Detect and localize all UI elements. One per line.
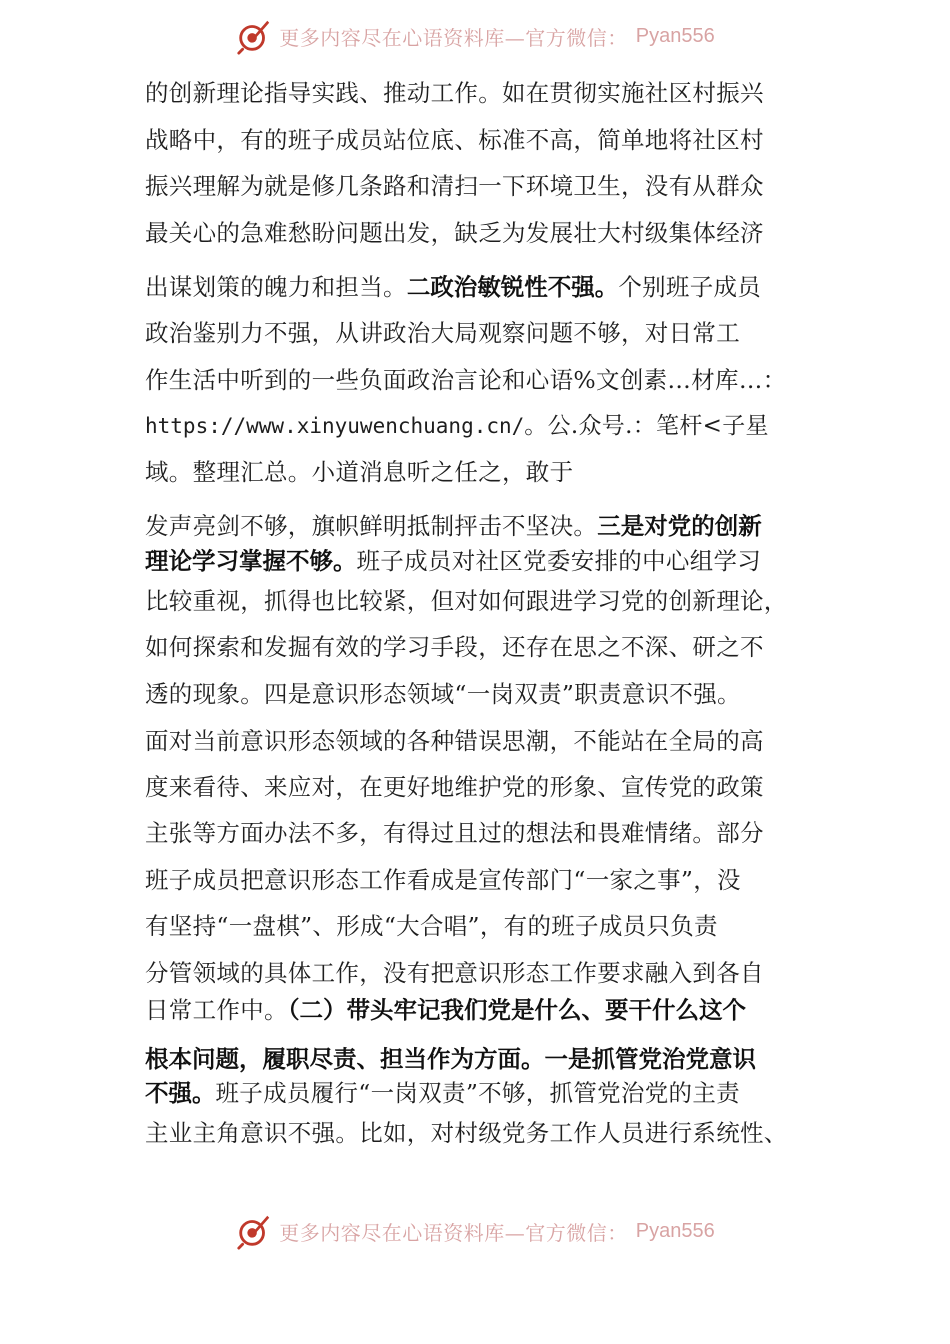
body-text-segment: 发声亮剑不够，旗帜鲜明抵制抨击不坚决。 — [145, 512, 598, 540]
footer-wechat-id: Pyan556 — [635, 1219, 715, 1242]
body-text-segment: 班子成员履行“一岗双责”不够，抓管党治党的主责 — [215, 1079, 740, 1107]
body-text-segment: 最关心的急难愁盼问题出发，缺乏为发展壮大村级集体经济 — [145, 219, 764, 247]
body-text-segment: 有坚持“一盘棋”、形成“大合唱”，有的班子成员只负责 — [145, 912, 718, 940]
text-line — [145, 995, 746, 1025]
quill-pen-seal-icon — [235, 17, 273, 55]
text-line — [145, 365, 786, 395]
text-line — [145, 78, 764, 108]
bold-heading-text: 根本问题，履职尽责、担当作为方面。一是抓管党治党意识 — [145, 1045, 756, 1073]
text-line — [145, 1118, 788, 1148]
text-line — [145, 632, 764, 662]
text-line — [145, 457, 573, 487]
body-text-segment: 分管领域的具体工作，没有把意识形态工作要求融入到各自 — [145, 959, 764, 987]
text-line — [145, 911, 718, 941]
bold-heading-text: （二）带头牢记我们党是什么、要干什么这个 — [287, 996, 747, 1024]
text-line — [145, 818, 764, 848]
text-line — [145, 411, 769, 441]
text-line — [145, 318, 740, 348]
body-text-segment: 作生活中听到的一些负面政治言论和心语%文创素…材库…： — [145, 366, 787, 394]
body-text-segment: 战略中，有的班子成员站位底、标准不高，简单地将社区村 — [145, 126, 764, 154]
text-line — [145, 272, 761, 302]
body-text-segment: 面对当前意识形态领域的各种错误思潮，不能站在全局的高 — [145, 727, 764, 755]
header-banner-text: 更多内容尽在心语资料库—官方微信： — [279, 25, 628, 50]
text-line — [145, 726, 764, 756]
body-text-segment: 个别班子成员 — [618, 273, 762, 301]
text-line — [145, 218, 764, 248]
body-text-segment: 比较重视，抓得也比较紧，但对如何跟进学习党的创新理论， — [145, 587, 788, 615]
footer-banner-text: 更多内容尽在心语资料库—官方微信： — [279, 1220, 628, 1245]
body-text-segment: 。公.众号.：笔杆<子星 — [524, 413, 769, 439]
bold-heading-text: 不强。 — [145, 1079, 216, 1107]
body-text-segment: 主业主角意识不强。比如，对村级党务工作人员进行系统性、 — [145, 1119, 788, 1147]
text-line — [145, 1078, 740, 1108]
bold-heading-text: 二政治敏锐性不强。 — [406, 273, 619, 301]
body-text-segment: 如何探索和发掘有效的学习手段，还存在思之不深、研之不 — [145, 633, 764, 661]
body-text-segment: 出谋划策的魄力和担当。 — [145, 273, 407, 301]
text-line — [145, 125, 764, 155]
body-text-segment: 班子成员把意识形态工作看成是宣传部门“一家之事”，没 — [145, 866, 741, 894]
text-line — [145, 511, 762, 541]
bold-heading-text: 理论学习掌握不够。 — [145, 547, 357, 575]
body-text-segment: 度来看待、来应对，在更好地维护党的形象、宣传党的政策 — [145, 773, 764, 801]
body-text-segment: 域。整理汇总。小道消息听之任之，敢于 — [145, 458, 574, 486]
bold-heading-text: 三是对党的创新 — [597, 512, 762, 540]
text-line — [145, 1044, 756, 1074]
text-line — [145, 865, 741, 895]
body-text-segment: 振兴理解为就是修几条路和清扫一下环境卫生，没有从群众 — [145, 172, 764, 200]
body-text-segment: 政治鉴别力不强，从讲政治大局观察问题不够，对日常工 — [145, 319, 740, 347]
header-wechat-id: Pyan556 — [635, 24, 715, 47]
header-watermark-banner — [0, 14, 950, 58]
text-line — [145, 171, 764, 201]
text-line — [145, 958, 764, 988]
text-line — [145, 546, 761, 576]
body-text-segment: 班子成员对社区党委安排的中心组学习 — [356, 547, 762, 575]
body-text-segment: 的创新理论指导实践、推动工作。如在贯彻实施社区村振兴 — [145, 79, 764, 107]
body-text-segment: 主张等方面办法不多，有得过且过的想法和畏难情绪。部分 — [145, 819, 764, 847]
url-text: https://www.xinyuwenchuang.cn/ — [145, 414, 525, 438]
text-line — [145, 679, 741, 709]
body-text-segment: 日常工作中。 — [145, 996, 288, 1024]
text-line — [145, 772, 764, 802]
footer-watermark-banner — [0, 1209, 950, 1253]
quill-pen-seal-icon — [235, 1212, 273, 1250]
body-text-segment: 透的现象。四是意识形态领域“一岗双责”职责意识不强。 — [145, 680, 741, 708]
text-line — [145, 586, 788, 616]
